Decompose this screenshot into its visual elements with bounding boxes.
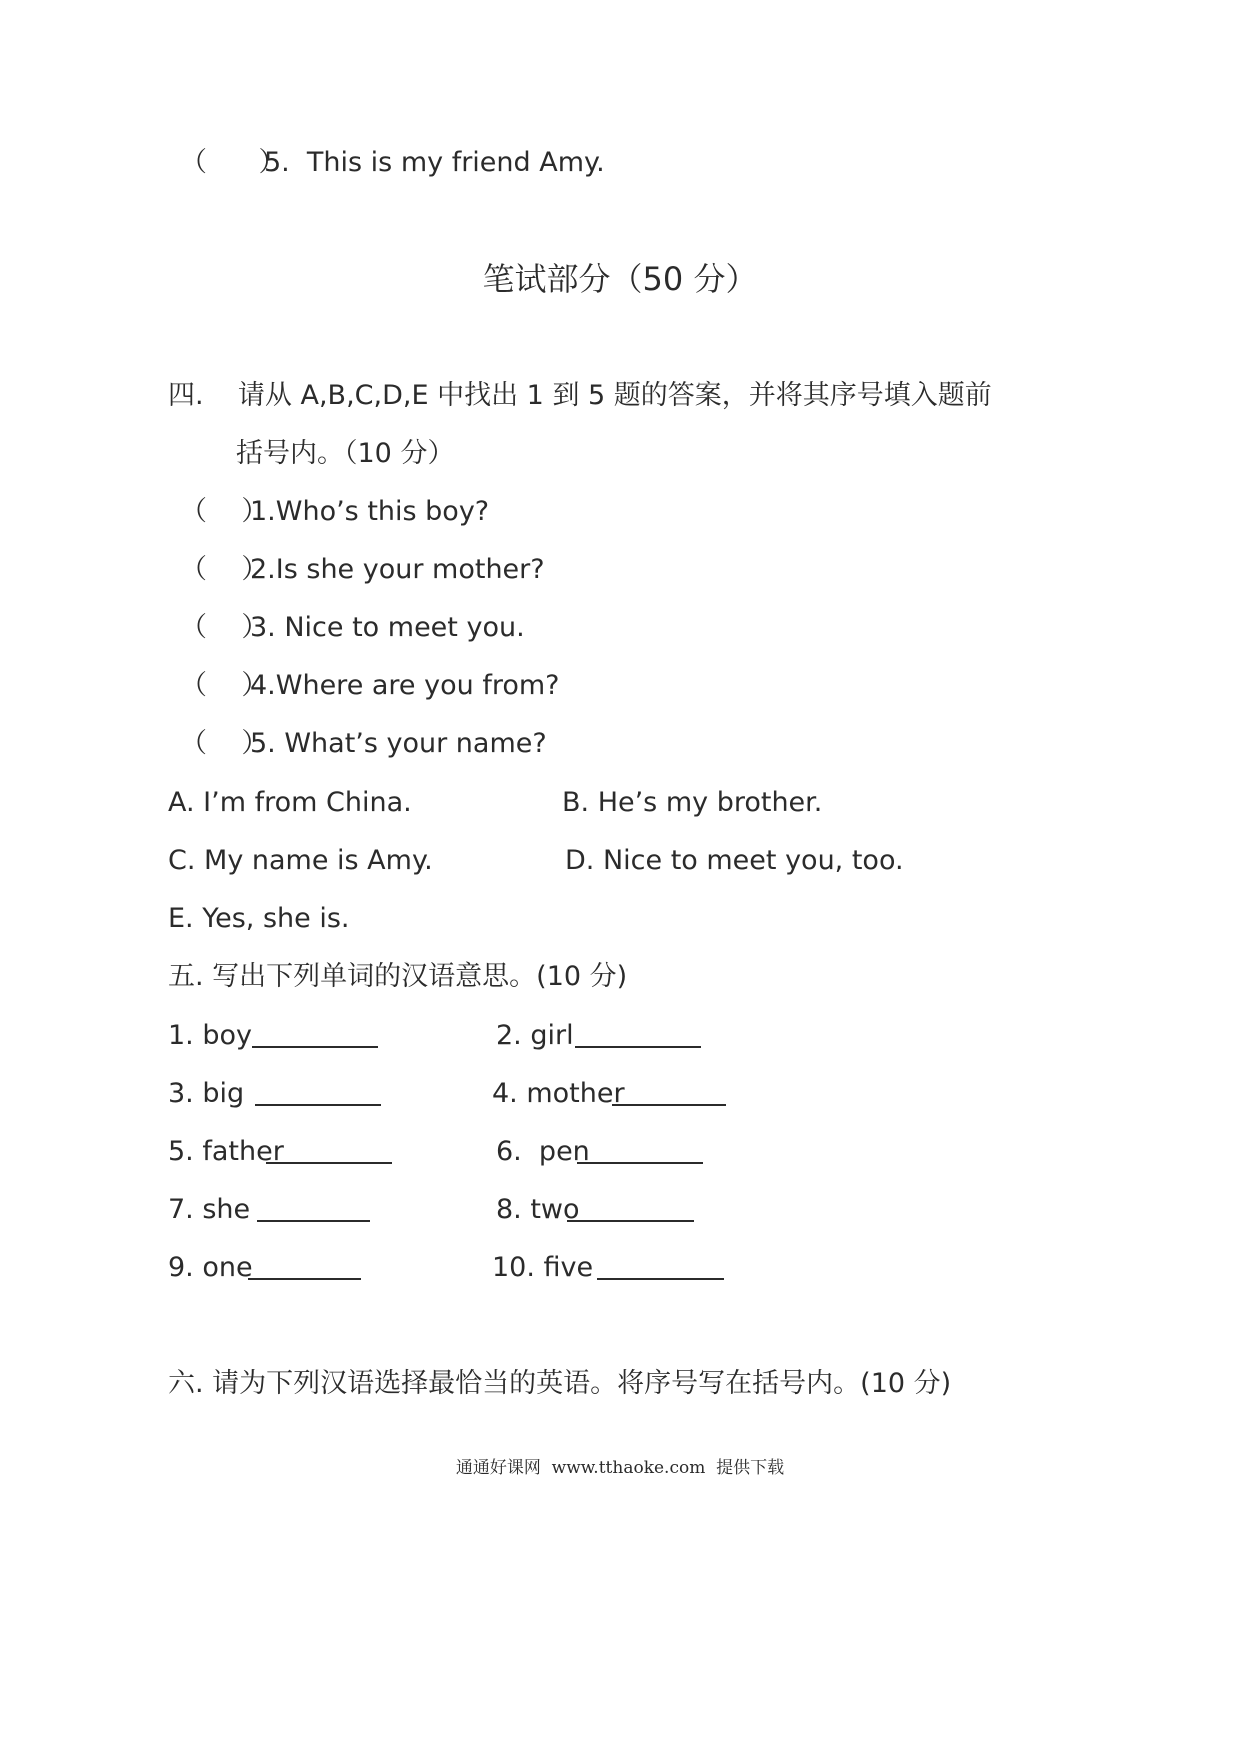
answer-paren: （ ） (180, 147, 286, 178)
answer-paren: （ ） (180, 612, 269, 643)
answer-blank[interactable] (612, 1104, 726, 1106)
listening-item-5: 5. This is my friend Amy. (264, 147, 605, 178)
footer-credit: 通通好课网 www.tthaoke.com 提供下载 (455, 1458, 785, 1478)
question-4: 4.Where are you from? (250, 670, 560, 701)
word-item: 1. boy (168, 1020, 252, 1051)
section5-heading: 五. 写出下列单词的汉语意思。(10 分) (168, 961, 628, 992)
word-item: 8. two (496, 1194, 580, 1225)
answer-blank[interactable] (257, 1220, 370, 1222)
word-item: 9. one (168, 1252, 253, 1283)
answer-paren: （ ） (180, 554, 269, 585)
section-title: 笔试部分（50 分） (482, 260, 758, 298)
answer-paren: （ ） (180, 670, 269, 701)
word-item: 2. girl (496, 1020, 574, 1051)
option-a: A. I’m from China. (168, 787, 412, 818)
question-2: 2.Is she your mother? (250, 554, 545, 585)
word-item: 3. big (168, 1078, 245, 1109)
answer-paren: （ ） (180, 496, 269, 527)
option-e: E. Yes, she is. (168, 903, 350, 934)
option-d: D. Nice to meet you, too. (565, 845, 904, 876)
answer-blank[interactable] (266, 1162, 392, 1164)
answer-blank[interactable] (567, 1220, 694, 1222)
question-5: 5. What’s your name? (250, 728, 547, 759)
answer-paren: （ ） (180, 728, 269, 759)
option-c: C. My name is Amy. (168, 845, 433, 876)
answer-blank[interactable] (575, 1046, 701, 1048)
section6-heading: 六. 请为下列汉语选择最恰当的英语。将序号写在括号内。(10 分) (168, 1368, 952, 1399)
answer-blank[interactable] (255, 1104, 381, 1106)
answer-blank[interactable] (252, 1046, 378, 1048)
word-item: 10. five (492, 1252, 594, 1283)
question-1: 1.Who’s this boy? (250, 496, 490, 527)
word-item: 6. pen (496, 1136, 590, 1167)
answer-blank[interactable] (577, 1162, 703, 1164)
option-b: B. He’s my brother. (562, 787, 823, 818)
word-item: 4. mother (492, 1078, 625, 1109)
word-item: 7. she (168, 1194, 251, 1225)
answer-blank[interactable] (597, 1278, 724, 1280)
section4-heading-cont: 括号内。（10 分） (236, 438, 455, 469)
question-3: 3. Nice to meet you. (250, 612, 525, 643)
section4-heading: 四. 请从 A,B,C,D,E 中找出 1 到 5 题的答案，并将其序号填入题前 (168, 380, 992, 411)
word-item: 5. father (168, 1136, 284, 1167)
answer-blank[interactable] (248, 1278, 361, 1280)
